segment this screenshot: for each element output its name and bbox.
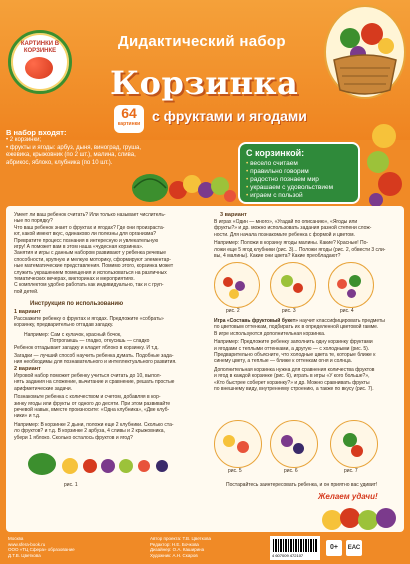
text-line: вы, 4 малины). Какие они цвета? Какие преобладают? bbox=[214, 253, 341, 260]
figure-6-image bbox=[270, 420, 318, 468]
fruit-icon bbox=[223, 277, 233, 287]
fruit-cards-image bbox=[360, 120, 408, 210]
set-line: ежевика, крыжовник (по 2 шт.), малина, слива, bbox=[6, 152, 136, 158]
benefit-item: • правильно говорим bbox=[246, 168, 352, 176]
footer-line: Д.Т.В. Цветкова bbox=[8, 552, 41, 558]
figure-5-image bbox=[214, 420, 262, 468]
set-line: • 2 корзинки; bbox=[6, 137, 42, 143]
game-title: Игра «Составь фруктовый букет» bbox=[214, 318, 298, 324]
fruit-pile-image bbox=[318, 502, 404, 532]
fruit-icon bbox=[293, 283, 303, 293]
publisher-info bbox=[8, 536, 98, 558]
footer-line: Редактор: Н.Е. Бочкова bbox=[150, 541, 199, 547]
fruit-icon bbox=[347, 289, 356, 298]
text-line: Превратите процесс познания в интересную и увлекательную bbox=[14, 237, 159, 244]
instructions-title: Инструкция по использованию bbox=[30, 301, 124, 307]
game-text bbox=[214, 318, 402, 392]
fruit-icon bbox=[349, 275, 361, 287]
text-line: и ягод в каждой корзинке (рис. 6), играть в игры «У кого больше?», bbox=[214, 373, 370, 380]
text-line: ют, какой имеют вкус, одинаково ли полезны для организма? bbox=[14, 231, 157, 238]
figure-6-caption: рис. 6 bbox=[284, 468, 298, 474]
slogan: Желаем удачи! bbox=[318, 492, 378, 501]
footer-line: Художник: А.Н. Скаров bbox=[150, 552, 198, 558]
set-title: В набор входят: bbox=[6, 128, 67, 137]
fruit-icon bbox=[337, 279, 347, 289]
fruit-icon bbox=[351, 445, 363, 457]
benefit-item: • украшаем с удовольствием bbox=[246, 184, 352, 192]
variant-1-title: 1 вариант bbox=[14, 309, 41, 315]
text-line: Потрогаешь — гладко, откусишь — сладко bbox=[50, 338, 150, 345]
brand-logo bbox=[8, 30, 72, 94]
figure-2-image bbox=[214, 262, 260, 308]
set-line: абрикос, яблоко, клубника (по 10 шт.). bbox=[6, 159, 113, 166]
basket-hero-image bbox=[322, 2, 408, 102]
text-line: Что ваш ребенок знает о фруктах и ягодах? Где они произраста- bbox=[14, 224, 165, 231]
text-line: пой детей. bbox=[14, 288, 39, 295]
text-line: синему цвету, а теплые — ближе к оттенкам огня и солнца. bbox=[214, 358, 353, 365]
text-line: речевой навык, вместе произносите: «Одна клубника», «Две клуб- bbox=[14, 407, 170, 414]
text-line: фрукты?» и др. можно использовать задания разной степени слож- bbox=[214, 225, 372, 232]
text-line: ложи еще 5 ягод клубники (рис. 3)... Положи ягоды (рис. 2, обвести 3 сли- bbox=[214, 246, 386, 253]
text-line: Загадки — лучший способ научить ребенка думать. Подобные зада- bbox=[14, 353, 174, 360]
text-line: убери 1 яблоко. Сколько осталось фруктов и ягод? bbox=[14, 434, 133, 441]
credits bbox=[150, 536, 260, 558]
footer-line: ООО «ТЦ Сфера» образование bbox=[8, 547, 75, 552]
text-line: и ягодами с теплыми оттенками, а другую — с холодными (рис. 5). bbox=[214, 345, 370, 352]
product-title-sub: с фруктами и ягодами bbox=[152, 108, 307, 124]
barcode bbox=[270, 536, 320, 560]
text-line: В играх «Один — много», «Угадай по описанию», «Ягоды или bbox=[214, 219, 358, 225]
figure-1-caption: рис. 1 bbox=[64, 482, 78, 488]
logo-text: КАРТИНКИ В КОРЗИНКЕ bbox=[20, 41, 60, 54]
text-line: В игре используются дополнительная корзинка. bbox=[214, 330, 326, 337]
benefit-item: • радостно познаем мир bbox=[246, 176, 352, 184]
text-line: зинку ягоды или фрукты от одного до десяти. При этом развивайте bbox=[14, 400, 171, 407]
barcode-icon bbox=[273, 539, 317, 552]
product-title: Корзинка bbox=[110, 64, 299, 102]
figure-4-caption: рис. 4 bbox=[340, 308, 354, 314]
text-line: тематических вечерах, викторинах и мероприятиях. bbox=[14, 276, 135, 283]
text-line: «Кто быстрее соберет корзинку?» и др. Можно сравнивать фрукты bbox=[214, 379, 370, 386]
text-line: ния необходимы для познавательного и интеллектуального развития. bbox=[14, 359, 177, 366]
text-line: способности, крупную и мелкую моторику, сформируют элементар- bbox=[14, 256, 171, 263]
fruit-icon bbox=[281, 435, 293, 447]
text-line: по цветовым оттенкам, подбирать их в определенной цветовой гамме. bbox=[214, 324, 379, 331]
variant-1-text bbox=[14, 316, 200, 366]
product-subtitle: Дидактический набор bbox=[118, 33, 286, 50]
footer-line: Автор проекта: Т.В. Цветкова bbox=[150, 536, 211, 541]
text-line: игру! А поможет вам в этом наша «чудесная корзинка». bbox=[14, 244, 144, 251]
text-line: корзинку, предварительно отгадав загадку. bbox=[14, 322, 114, 329]
text-line: Умеет ли ваш ребенок считать? Или только называет числитель- bbox=[14, 212, 166, 218]
text-line: Занятия и игры с данным набором развивают у ребенка речевые bbox=[14, 250, 167, 257]
text-line: Ребенок отгадывает загадку и кладет яблоко в корзинку. И т.д. bbox=[14, 344, 159, 351]
benefits-title: С корзинкой: bbox=[246, 148, 305, 158]
text-line: арифметические задачи. bbox=[14, 385, 73, 392]
text-line: Дополнительная корзинка нужна для сравнения количества фруктов bbox=[214, 366, 375, 373]
variant-3-title: 3 вариант bbox=[220, 212, 247, 218]
text-line: Например: Предложите ребенку заполнить одну корзинку фруктами bbox=[214, 339, 373, 346]
footer-line: www.sfera-book.ru bbox=[8, 541, 46, 547]
variant-2-title: 2 вариант bbox=[14, 366, 41, 372]
text-line: Например: Положи в корзину ягоды малины. Какие? Красные! По- bbox=[214, 240, 369, 247]
count-number: 64 bbox=[121, 105, 137, 121]
barcode-number: 4 607009 472107 bbox=[272, 553, 304, 558]
footer-line: Дизайнер: О.А. Каширина bbox=[150, 547, 205, 552]
text-line: Например: Сам с кулачок, красный бочок, bbox=[24, 331, 122, 338]
text-line: по внешнему виду, внутреннему строению, а также по вкусу (рис. 7). bbox=[214, 386, 374, 393]
text-line: ники» и т.д. bbox=[14, 413, 41, 420]
benefit-item: • весело считаем bbox=[246, 160, 352, 168]
fruit-icon bbox=[237, 441, 249, 453]
count-label: картинки bbox=[117, 121, 141, 127]
fruit-icon bbox=[293, 443, 304, 454]
age-rating-badge: 0+ bbox=[326, 540, 342, 556]
text-line: служить украшением помещения и использоваться на различных bbox=[14, 269, 167, 276]
intro-text bbox=[14, 212, 200, 295]
fruit-icon bbox=[281, 275, 293, 287]
variant-3-text bbox=[214, 219, 402, 259]
figure-3-image bbox=[270, 262, 316, 308]
fruit-icon bbox=[229, 289, 239, 299]
eac-mark-icon: ЕАС bbox=[346, 540, 362, 556]
text-line: ло фруктов? и т.д. В корзинке 2 арбуза, 4 сливы и 2 крыжовника, bbox=[14, 428, 165, 435]
text-line: научит классифицировать предметы bbox=[299, 318, 385, 324]
footer-line: Москва bbox=[8, 536, 24, 541]
benefit-item: • играем с пользой bbox=[246, 192, 352, 200]
figure-4-image bbox=[328, 262, 374, 308]
text-line: Например: В корзинке 2 дыни, положи еще 2 клубники. Сколько ста- bbox=[14, 421, 174, 428]
figure-7-caption: рис. 7 bbox=[344, 468, 358, 474]
figure-3-caption: рис. 3 bbox=[282, 308, 296, 314]
variant-2-text bbox=[14, 373, 200, 441]
figure-1-image bbox=[24, 446, 184, 480]
figure-5-caption: рис. 5 bbox=[228, 468, 242, 474]
logo-fruit-icon bbox=[25, 57, 53, 79]
text-line: Предварительно объясните, что холодные цвета те, которые ближе к bbox=[214, 352, 376, 359]
fruit-icon bbox=[223, 435, 235, 447]
fruit-strip-image bbox=[130, 160, 238, 206]
text-line: Расскажите ребенку о фруктах и ягодах. Предложите «собрать» bbox=[14, 316, 164, 322]
text-line: С комплектом удобно работать как индивидуально, так и с груп- bbox=[14, 282, 164, 289]
set-line: • фрукты и ягоды: арбуз, дыня, виноград, груша, bbox=[6, 144, 142, 151]
benefits-box bbox=[238, 142, 360, 204]
text-line: ные по порядку? bbox=[14, 218, 53, 225]
text-line: нять задания на сложение, вычитание и сравнение, решать простые bbox=[14, 379, 175, 386]
figure-7-image bbox=[330, 420, 378, 468]
text-line: ности. Для начала познакомьте ребенка с формой и цветом. bbox=[214, 231, 355, 238]
figure-2-caption: рис. 2 bbox=[226, 308, 240, 314]
closing-text: Постарайтесь заинтересовать ребенка, и он приятно вас удивит! bbox=[226, 482, 378, 488]
text-line: Познакомьте ребенка с количеством и счетом, добавляя в кор- bbox=[14, 394, 161, 401]
text-line: ные математические представления. Помимо этого, корзинка может bbox=[14, 263, 174, 270]
text-line: Игровой набор поможет ребенку учиться считать до 10, выпол- bbox=[14, 373, 162, 379]
